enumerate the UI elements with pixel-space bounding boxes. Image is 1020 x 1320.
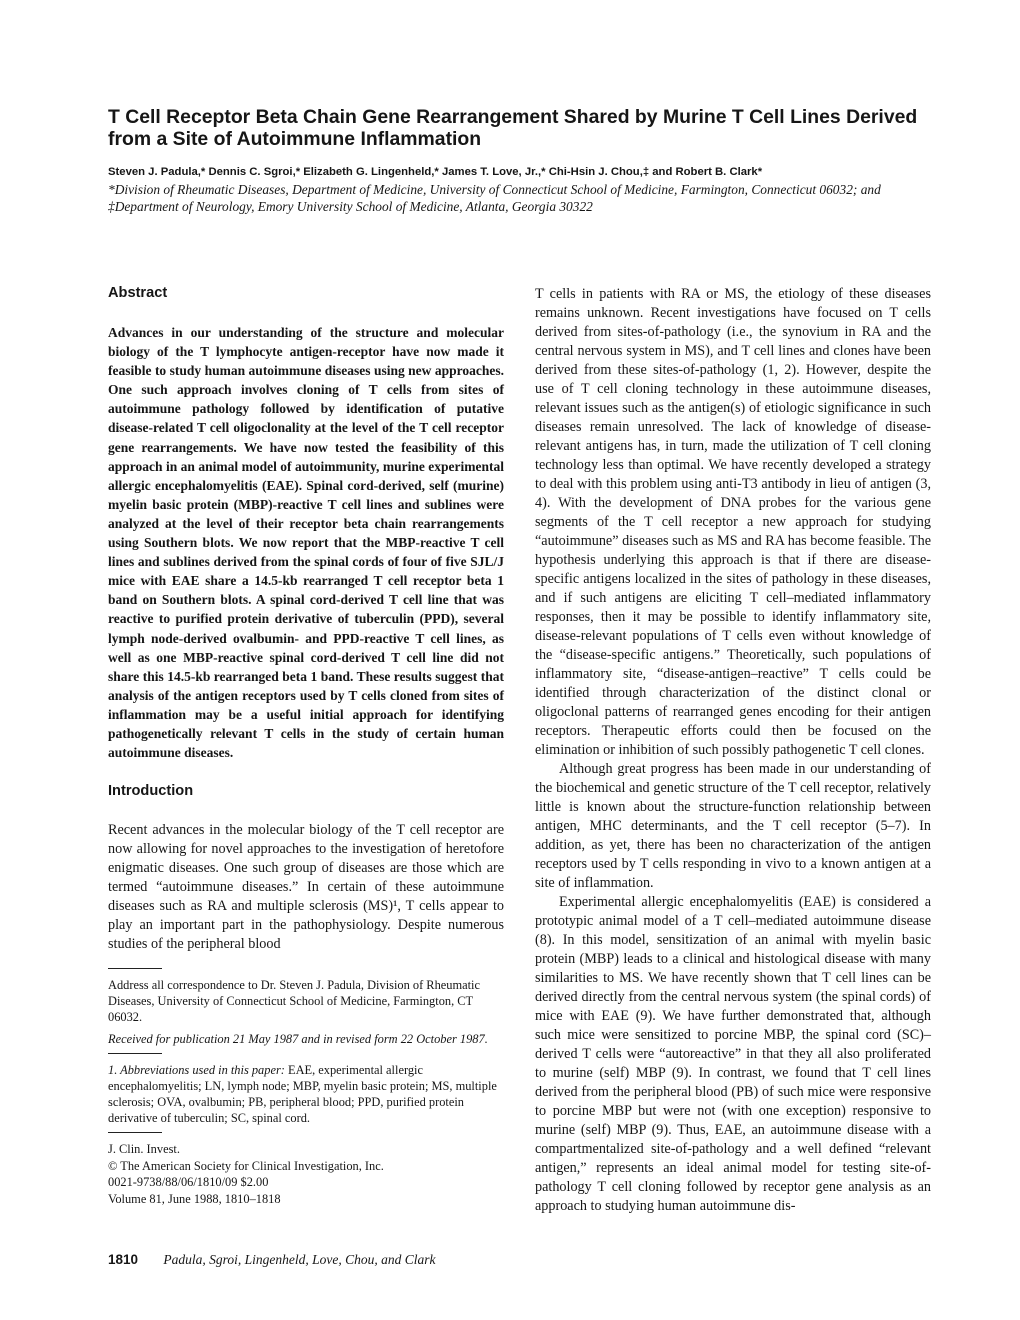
copyright-line: © The American Society for Clinical Investigation, Inc. — [108, 1158, 384, 1173]
paper-title: T Cell Receptor Beta Chain Gene Rearrangement Shared by Murine T Cell Lines Derived from a Site of Autoimmune Inflammation — [108, 106, 918, 150]
volume-line: Volume 81, June 1988, 1810–1818 — [108, 1191, 281, 1206]
author-list: Steven J. Padula,* Dennis C. Sgroi,* Elizabeth G. Lingenheld,* James T. Love, Jr.,* Chi-Hsin J. Chou,‡ and Robert B. Clark* — [108, 166, 763, 178]
page-footer — [108, 1252, 608, 1268]
citation-block — [108, 1141, 504, 1207]
abbreviations-text: EAE, experimental allergic encephalomyelitis; LN, lymph node; MBP, myelin basic protein; MS, multiple sclerosis; OVA, ovalbumin; PB, peripheral blood; PPD, purified protein derivative of tuberculin; SC, spinal cord. — [108, 1063, 497, 1125]
received-note: Received for publication 21 May 1987 and in revised form 22 October 1987. — [108, 1032, 488, 1046]
body-paragraph-3: Experimental allergic encephalomyelitis (EAE) is considered a prototypic animal model of a T cell–mediated autoimmune disease (8). In this model, sensitization of an animal with myelin basic protein (MBP) leads to a clinical and histological disease with many similarities to MS. We have recently shown that T cell lines can be derived directly from the central nervous system (the spinal cords) of mice with EAE (9). We have further demonstrated that, although such mice were sensitized to porcine MBP, the spinal cord (SC)–derived T cells were “autoreactive” in that they all also proliferated to murine (self) MBP (9). In contrast, we found that T cell lines derived from the peripheral blood (PB) of such mice were responsive to porcine MBP but were not (with one exception) responsive to murine (self) MBP (9). Thus, EAE, an autoimmune disease with a compartmentalized site-of-pathology and a well defined “relevant antigen,” represents an ideal animal model for testing site-of-pathology T cell cloning followed by receptor gene analysis as an approach to studying human autoimmune dis- — [535, 894, 931, 1214]
affiliations: *Division of Rheumatic Diseases, Department of Medicine, University of Connecticut School of Medicine, Farmington, Connecticut 06032; and ‡Department of Neurology, Emory University School of Medicine, Atlanta, Georgia 30322 — [108, 182, 881, 214]
footnote-divider-2 — [108, 1053, 162, 1054]
abstract-heading: Abstract — [108, 285, 168, 301]
footnotes — [108, 968, 504, 1207]
journal-name: J. Clin. Invest. — [108, 1142, 180, 1156]
abstract-text: Advances in our understanding of the structure and molecular biology of the T lymphocyte antigen-receptor have now made it feasible to study human autoimmune diseases using new approaches. One such approach involves cloning of T cells from sites of autoimmune pathology followed by identification of putative disease-related T cell oligoclonality at the level of the T cell receptor gene rearrangements. We have now tested the feasibility of this approach in an animal model of autoimmunity, murine experimental allergic encephalomyelitis (EAE). Spinal cord-derived, self (murine) myelin basic protein (MBP)-reactive T cell lines and sublines were analyzed at the level of their receptor beta chain rearrangements using Southern blots. We now report that the MBP-reactive T cell lines and sublines derived from the spinal cords of four of five SJL/J mice with EAE share a 14.5-kb rearranged T cell receptor beta 1 band on Southern blots. A spinal cord-derived T cell line that was reactive to purified protein derivative of tuberculin (PPD), several lymph node-derived ovalbumin- and PPD-reactive T cell lines, as well as one MBP-reactive spinal cord-derived T cell line did not share this 14.5-kb rearranged beta 1 band. These results suggest that analysis of the antigen receptors used by T cells cloned from sites of inflammation may be a useful initial approach for identifying pathogenetically relevant T cells in the study of certain human autoimmune diseases. — [108, 325, 504, 761]
introduction-heading: Introduction — [108, 783, 194, 800]
abbreviations-label: 1. Abbreviations used in this paper: — [108, 1063, 285, 1077]
correspondence-note: Address all correspondence to Dr. Steven J. Padula, Division of Rheumatic Diseases, University of Connecticut School of Medicine, Farmington, CT 06032. — [108, 978, 480, 1024]
abbreviations-note — [108, 1062, 504, 1126]
footnote-divider-3 — [108, 1132, 162, 1133]
introduction-text: Recent advances in the molecular biology of the T cell receptor are now allowing for novel approaches to the investigation of heretofore enigmatic diseases. One such group of diseases are those which are termed “autoimmune diseases.” In certain of these autoimmune diseases such as RA and multiple sclerosis (MS)¹, T cells appear to play an important part in the pathophysiology. Despite numerous studies of the peripheral blood — [108, 822, 504, 953]
footnote-divider — [108, 968, 162, 969]
article-code: 0021-9738/88/06/1810/09 $2.00 — [108, 1175, 269, 1189]
right-column — [535, 285, 931, 1285]
body-paragraph-2: Although great progress has been made in our understanding of the biochemical and genetic structure of the T cell receptor, relatively little is known about the structure-function relationship between antigen, MHC determinants, and the T cell receptor (5–7). In addition, as yet, there has been no characterization of the antigen receptors used by T cells responding in vivo to a known antigen at a site of inflammation. — [535, 761, 931, 891]
running-authors: Padula, Sgroi, Lingenheld, Love, Chou, and Clark — [163, 1252, 436, 1267]
body-paragraph-1: T cells in patients with RA or MS, the etiology of these diseases remains unknown. Recent investigations have focused on T cells derived from sites-of-pathology (i.e., the synovium in RA and the central nervous system in MS), and T cell lines and clones have been derived from these sites-of-pathology (1, 2). However, despite the use of T cell cloning technology in these autoimmune diseases, relevant issues such as the antigen(s) of etiologic significance in such diseases remain unresolved. The lack of knowledge of disease-relevant antigens has, in turn, made the utilization of T cell cloning technology less than optimal. We have recently developed a strategy to deal with this problem using anti-T3 antibody in lieu of antigen (3, 4). With the development of DNA probes for the various gene segments of the T cell receptor a new approach for studying “autoimmune” diseases such as MS and RA has become feasible. The hypothesis underlying this approach is that if there are disease-specific antigens localized in the sites of pathology in these diseases, and if such antigens are eliciting T cell–mediated inflammatory responses, then it may be possible to identify inflammatory site, disease-relevant populations of T cells even without knowledge of the “disease-specific antigens.” Theoretically, such populations of inflammatory site, “disease-antigen–reactive” T cells could be identified through characterization of the distinct clonal or oligoclonal patterns of rearranged genes encoding for their antigen receptors. Therapeutic efforts could then be focused on the elimination or inhibition of such possibly pathogenetic T cell clones. — [535, 286, 931, 758]
page-number: 1810 — [108, 1252, 139, 1267]
